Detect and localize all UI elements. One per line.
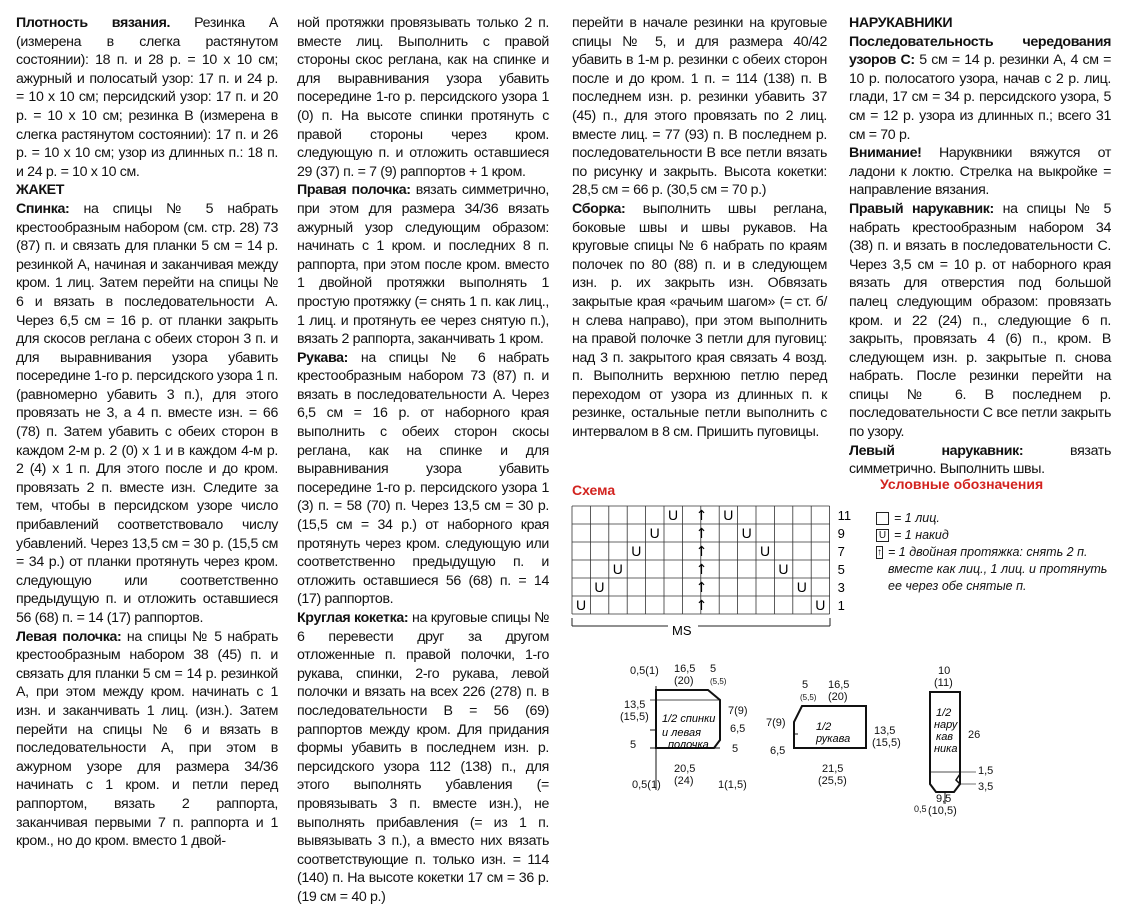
cuff-right-1: 1,5 <box>978 765 994 777</box>
knitting-chart <box>568 500 858 640</box>
double-decrease-icon: ↑ <box>877 547 882 558</box>
sleeve-label: 1/2 <box>816 721 832 733</box>
yarn-over-symbol: U <box>668 507 679 523</box>
sleeve-top-width-alt: (20) <box>828 691 848 703</box>
cuffs-title: НАРУКАВНИКИ <box>849 15 953 31</box>
left-cuff-text: вязать симметрично. Выполнить швы. <box>849 442 1111 478</box>
double-decrease-symbol: ↑ <box>695 544 708 560</box>
body-top-left-label: 0,5(1) <box>630 665 659 677</box>
pattern-sleeve-diagram <box>762 676 901 796</box>
sequence-title: Последовательность чередования узоров С: <box>849 33 1111 69</box>
text-column-3 <box>572 14 827 442</box>
right-cuff-text: на спицы № 5 набрать крестообразным набором 34 (38) п. и вязать в последовательности С. Через 3,5 см = 10 р. от наборного края вязать для отверстия под большой палец следующим образом: провязать кром. и 22 (24) п., следующие 6 п. закрыть, провязать 4 (6) п., кром. В следующем изн. р. закрытые п. снова набрать. После резинки перейти на спицы № 6. В последнем р. последовательности С все петли закрыть по узору. <box>849 200 1112 441</box>
yarn-over-symbol: U <box>612 561 623 577</box>
right-cuff-title: Правый нарукавник: <box>849 200 994 217</box>
cuff-label-4: ника <box>934 743 958 755</box>
assembly-title: Сборка: <box>572 200 626 217</box>
attention-text: Наруквники вяжутся от ладони к локтю. Стрелка на выкройке = направление вязания. <box>849 145 1111 199</box>
chart-row-number: 5 <box>837 562 845 577</box>
cuff-height: 26 <box>968 729 981 741</box>
sleeve-top-left-alt: (5,5) <box>800 693 817 702</box>
pattern-cuff-diagram <box>900 662 992 822</box>
yoke-title: Круглая кокетка: <box>297 610 409 626</box>
yarn-over-symbol: U <box>796 579 807 595</box>
density-paragraph <box>16 14 278 181</box>
yoke-paragraph <box>297 609 549 907</box>
double-decrease-symbol: ↑ <box>695 580 708 596</box>
text-column-1 <box>16 14 278 851</box>
legend-text-yarn-over: = 1 накид <box>894 528 949 542</box>
legend-text-double-decrease: = 1 двойная протяжка: снять 2 п. вместе как лиц., 1 лиц. и протянуть ее через обе снятые п. <box>888 545 1108 593</box>
body-label-3: полочка <box>668 739 709 751</box>
legend-text-knit: = 1 лиц. <box>894 511 940 525</box>
cuff-label: 1/2 <box>936 707 952 719</box>
body-right-3: 5 <box>732 743 739 755</box>
body-bottom-width-alt: (24) <box>674 775 694 787</box>
text-column-4 <box>849 14 1111 479</box>
cuff-right-2: 3,5 <box>978 781 994 793</box>
cuff-label-3: кав <box>936 731 954 743</box>
body-top-right: 5 <box>710 663 717 675</box>
sleeve-bottom-width-alt: (25,5) <box>818 775 847 787</box>
chart-row-number: 9 <box>837 526 845 541</box>
legend-item-knit <box>876 510 1108 527</box>
sleeve-left-2: 6,5 <box>770 745 786 757</box>
density-text: Резинка А (измерена в слегка растянутом состоянии): 18 п. и 28 р. = 10 х 10 см; ажурный и полосатый узор: 17 п. и 24 р. = 10 х 10 см; персидский узор: 17 п. и 20 р. = 10 х 10 см; резинка В (измерена в слегка растянутом состоянии): 17 п. и 26 р. = 10 х 10 см; узор из длинных п.: 18 п. и 24 р. = 10 х 10 см. <box>16 15 278 180</box>
left-front-text: на спицы № 5 набрать крестообразным набором 38 (45) п. и связать для планки 5 см = 14 р. резинкой А, при этом между кром. начинать с 1 изн. и заканчивать 1 лиц. (изн.). Затем перейти на спицы № 6 и вязать в последовательности А, при этом в ажурном узоре для размера 34/36 начинать с 1 кром. и петли перед раппортом, вязать 2 раппорта, заканчивая первыми 7 п. раппорта и 1 кром., но до кром. вместо 1 двой- <box>16 628 278 850</box>
jacket-title: ЖАКЕТ <box>16 182 65 199</box>
back-text: на спицы № 5 набрать крестообразным набором (см. стр. 28) 73 (87) п. и связать для планки 5 см = 14 р. резинкой А, начиная и заканчивая между кром. 1 лиц. Затем перейти на спицы № 6 и вязать в последовательности А. Через 6,5 см = 16 р. от планки закрыть для скосов реглана с обеих сторон 3 п. и для выравнивания узора убавить посередине 1-го р. персидского узора 1 п. (равномерно убавить 3 п.), для этого провязать не 3, а 4 п. вместе изн. = 66 (78) п. Затем убавить с обеих сторон в каждом 2-м р. 2 (0) х 1 и в каждом 4-м р. 2 (4) х 1 п. Для этого после и до кром. провязать 2 п. вместе изн. Следите за тем, чтобы в персидском узоре число прибавлений соответствовало числу убавлений. Через 13,5 см = 30 р. (15,5 см = 34 р.) от планки протянуть через кром. следующую или соответственно предыдущую п. и отложить оставшиеся 56 (68) п. = 14 (17) раппортов. <box>16 200 278 626</box>
yoke-text: на круговые спицы № 6 перевести друг за другом отложенные п. правой полочки, 1-го рукава, спинки, 2-го рукава, левой полочки и вязать на всех 226 (278) п. в последовательности В = 56 (69) раппортов между кром. Для придания формы убавить в последнем изн. р. персидского узора 112 (138) п., для этого выполнять убавления (= провязывать 3 п. вместе изн.), не выполнять прибавления (= из 1 п. вывязывать 3 п.), а вместо них вязать соответствующие п. только изн. = 114 (140) п. На высоте кокетки 17 см = 36 р. (19 см = 40 р.) <box>297 610 549 905</box>
legend <box>876 510 1108 595</box>
legend-title: Условные обозначения <box>880 476 1044 492</box>
yarn-over-symbol: U <box>576 597 587 613</box>
body-bottom-width: 20,5 <box>674 763 696 775</box>
sleeves-paragraph <box>297 349 549 609</box>
text-column-2 <box>297 14 549 907</box>
body-height-1: 13,5 <box>624 699 646 711</box>
back-paragraph <box>16 200 278 628</box>
sleeve-left-1: 7(9) <box>766 717 786 729</box>
assembly-text: выполнить швы реглана, боковые швы и швы рукавов. На круговые спицы № 6 набрать по краям полочек по 80 (88) п. и в следующем изн. р. их закрыть изн. Обвязать закрытые края «рачьим шагом» (= ст. б/н слева направо), при этом выполнить на правой полочке 3 петли для пуговиц: над 3 п. закрытого края связать 4 возд. п. Выполнить верхнюю петлю перед переходом от узора из длинных п. к резинке, остальные петли выполнить с интервалом в 8 см. Пришить пуговицы. <box>572 200 827 441</box>
density-title: Плотность вязания. <box>16 15 171 31</box>
body-right-2: 6,5 <box>730 723 746 735</box>
chart-row-number: 3 <box>837 580 845 595</box>
sequence-paragraph <box>849 33 1111 145</box>
right-front-paragraph <box>297 181 549 348</box>
cuff-top-width-alt: (11) <box>934 677 953 689</box>
right-cuff-paragraph <box>849 200 1111 442</box>
cuff-bottom-width-alt: (10,5) <box>928 805 957 817</box>
body-bottom-right: 1(1,5) <box>718 779 747 791</box>
yoke-continued: перейти в начале резинки на круговые спицы № 5, и для размера 40/42 убавить в 1-м р. резинки с обеих сторон после и до кром. 1 п. = 114 (138) п. В последнем изн. р. резинки убавить 37 (45) п., для этого провязать по 2 лиц. вместе лиц. = 77 (93) п. В последнем р. последовательности В все петли вязать по рисунку и закрыть. Высота кокетки: 28,5 см = 66 р. (30,5 см = 70 р.) <box>572 15 827 199</box>
double-decrease-symbol: ↑ <box>695 526 708 542</box>
yarn-over-symbol: U <box>741 525 752 541</box>
body-label-2: и левая <box>662 727 701 739</box>
attention-title: Внимание! <box>849 145 922 162</box>
yarn-over-symbol: U <box>760 543 771 559</box>
yarn-over-symbol: U <box>649 525 660 541</box>
left-cuff-paragraph <box>849 442 1111 479</box>
sleeve-label-2: рукава <box>816 733 851 745</box>
chart-row-numbers <box>838 508 852 613</box>
back-title: Спинка: <box>16 200 70 217</box>
pattern-body-diagram <box>608 660 760 820</box>
chart-row-number: 11 <box>837 508 852 523</box>
repeat-label: MS <box>672 623 692 638</box>
body-top-width: 16,5 <box>674 663 696 675</box>
left-front-paragraph <box>16 628 278 851</box>
yarn-over-icon: U <box>876 529 889 542</box>
cuff-label-2: нару <box>934 719 958 731</box>
legend-item-yarn-over <box>876 527 1108 544</box>
body-right-1: 7(9) <box>728 705 748 717</box>
double-decrease-symbol: ↑ <box>695 508 708 524</box>
yarn-over-symbol: U <box>594 579 605 595</box>
cuff-bottom-width: 9,5 <box>936 793 952 805</box>
scheme-title: Схема <box>572 482 616 498</box>
sleeve-top-width: 16,5 <box>828 679 850 691</box>
sleeves-text: на спицы № 6 набрать крестообразным набором 73 (87) п. и вязать в последовательности А. Через 6,5 см = 16 р. от наборного края выполнить с обеих сторон скосы реглана, как на спинке и для выравнивания узора убавить посередине 1-го р. персидского узора 1 (3) п. = 58 (70) п. Через 13,5 см = 30 р. (15,5 см = 34 р.) от наборного края протянуть через кром. следующую или соответственно предыдущую п. и отложить оставшиеся 56 (68) п. = 14 (17) раппортов. <box>297 349 549 608</box>
body-top-width-alt: (20) <box>674 675 694 687</box>
sleeve-bottom-width: 21,5 <box>822 763 844 775</box>
chart-row-number: 1 <box>837 598 845 613</box>
assembly-paragraph <box>572 200 827 442</box>
body-label: 1/2 спинки <box>662 713 716 725</box>
body-top-right-alt: (5,5) <box>710 677 727 686</box>
legend-item-double-decrease <box>876 544 1108 595</box>
double-decrease-symbol: ↑ <box>695 598 708 614</box>
cuff-bottom-left: 0,5 <box>914 804 927 814</box>
attention-paragraph <box>849 144 1111 200</box>
sleeves-title: Рукава: <box>297 349 349 366</box>
body-height-1-alt: (15,5) <box>620 711 649 723</box>
chart-row-number: 7 <box>837 544 845 559</box>
right-front-text: вязать симметрично, при этом для размера 34/36 вязать ажурный узор следующим образом: начинать с 1 кром. и последних 8 п. раппорта, при этом после кром. вместо 1 двойной протяжки выполнять 1 простую протяжку (= снять 1 п. как лиц., 1 лиц. и протянуть ее через снятую п.), вязать 2 раппорта, заканчивать 1 кром. <box>297 182 549 348</box>
yarn-over-symbol: U <box>778 561 789 577</box>
double-decrease-symbol: ↑ <box>695 562 708 578</box>
left-cuff-title: Левый нарукавник: <box>849 442 1024 459</box>
body-bottom-left: 0,5(1) <box>632 779 661 791</box>
sleeve-right-2: (15,5) <box>872 737 901 749</box>
yarn-over-symbol: U <box>631 543 642 559</box>
right-front-title: Правая полочка: <box>297 182 411 199</box>
left-front-continued: ной протяжки провязывать только 2 п. вместе лиц. Выполнить с правой стороны скос реглана, как на спинке и для выравнивания узора убавить посередине 1-го р. персидского узора 1 (0) п. На высоте спинки протянуть с правой стороны через кром. следующую п. и отложить оставшиеся 29 (37) п. = 7 (9) раппортов + 1 кром. <box>297 15 549 180</box>
body-height-2: 5 <box>630 739 637 751</box>
sleeve-top-left: 5 <box>802 679 809 691</box>
left-front-title: Левая полочка: <box>16 628 122 645</box>
knit-stitch-icon <box>876 512 889 525</box>
repeat-bracket <box>572 618 830 626</box>
sleeve-right-1: 13,5 <box>874 725 896 737</box>
cuff-top-width: 10 <box>938 665 951 677</box>
sequence-text: 5 см = 14 р. резинки А, 4 см = 10 р. полосатого узора, начав с 2 р. лиц. глади, 17 см = 34 р. персидского узора, 5 см = 12 р. узора из длинных п.; всего 31 см = 70 р. <box>849 52 1111 143</box>
yarn-over-symbol: U <box>723 507 734 523</box>
yarn-over-symbol: U <box>815 597 826 613</box>
